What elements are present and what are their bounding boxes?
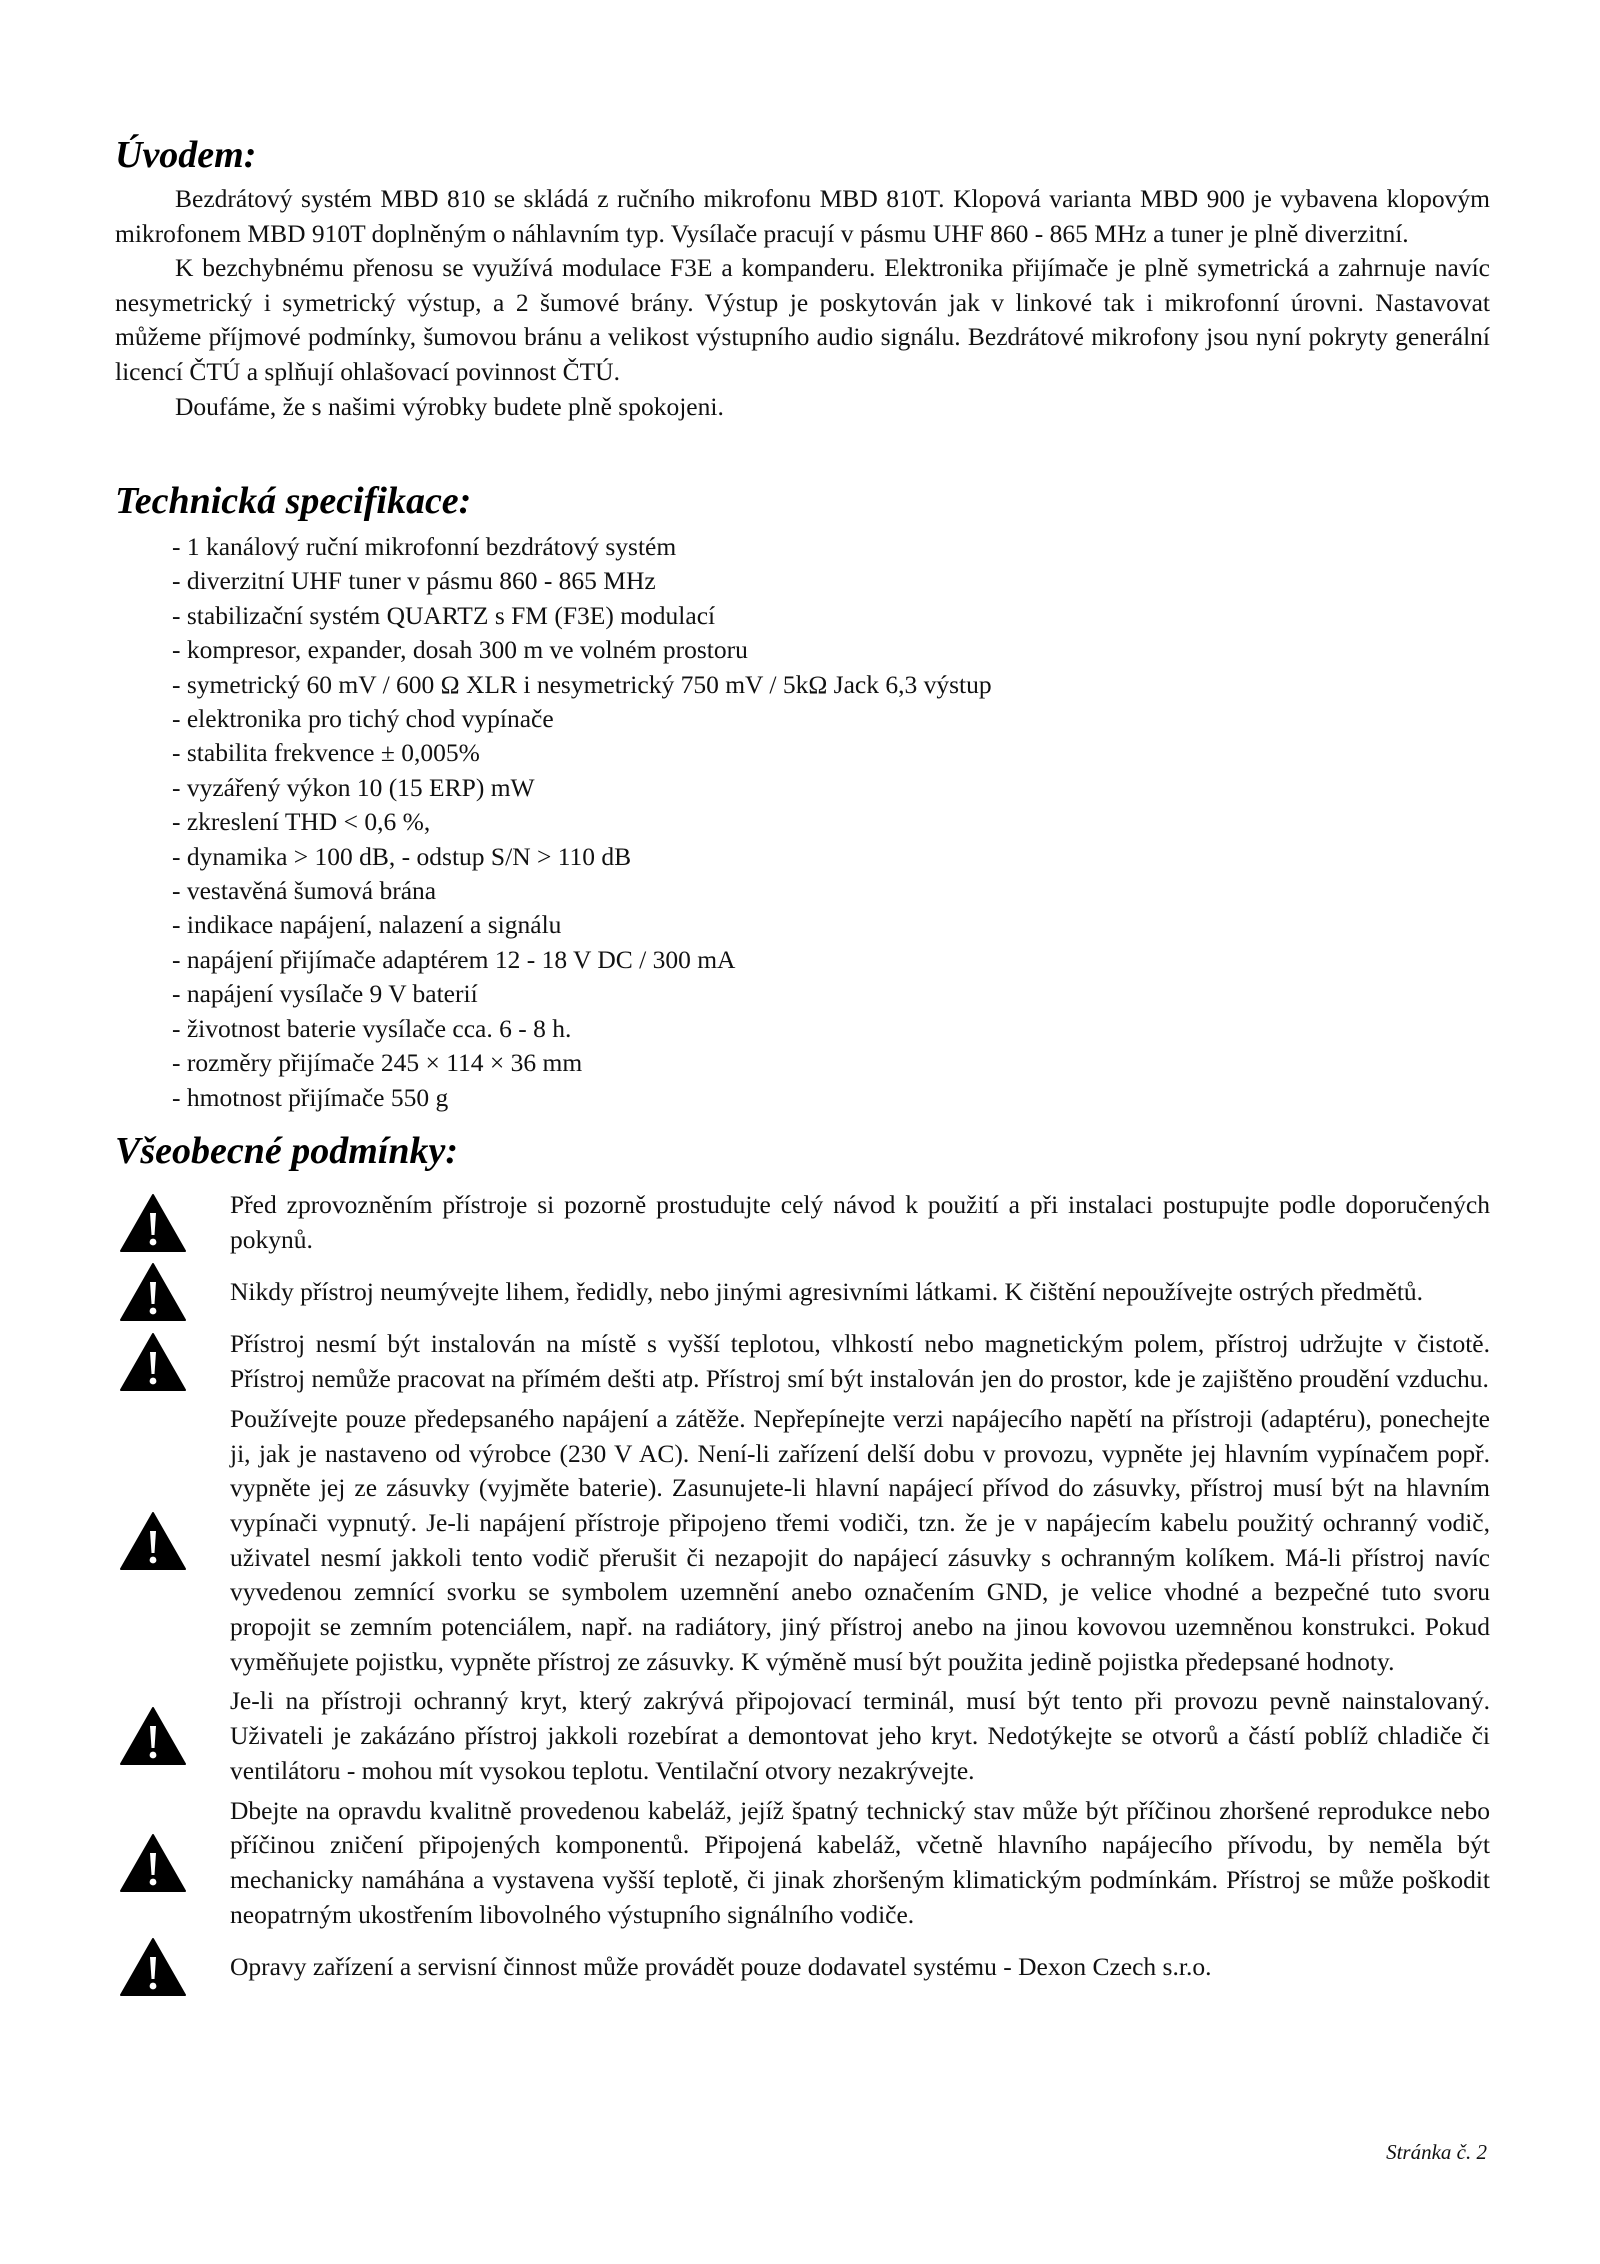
- condition-item: [115, 1402, 1490, 1680]
- spec-item: - vestavěná šumová brána: [172, 876, 437, 906]
- warning-triangle-icon: [115, 1833, 230, 1893]
- spec-item: - dynamika > 100 dB, - odstup S/N > 110 dB: [172, 841, 632, 871]
- condition-item: [115, 1794, 1490, 1933]
- condition-item: [115, 1262, 1490, 1322]
- intro-paragraph: Bezdrátový systém MBD 810 se skládá z ručního mikrofonu MBD 810T. Klopová varianta MBD 900 je vybavena klopovým mikrofonem MBD 910T doplněným o náhlavním typ. Vysílače pracují v pásmu UHF 860 - 865 MHz a tuner je plně diverzitní.: [115, 184, 1490, 248]
- condition-text: Opravy zařízení a servisní činnost může provádět pouze dodavatel systému - Dexon Czech s.r.o.: [230, 1952, 1212, 1981]
- condition-item: [115, 1937, 1490, 1997]
- condition-item: [115, 1327, 1490, 1396]
- condition-text: Dbejte na opravdu kvalitně provedenou kabeláž, jejíž špatný technický stav může být příčinou zhoršené reprodukce nebo příčinou zničení připojených komponentů. Připojená kabeláž, včetně hlavního napájecího přívodu, by neměla být mechanicky namáhána a vystavena vyšší teplotě, či jinak zhoršeným klimatickým podmínkám. Přístroj se může poškodit neopatrným ukostřením libovolného výstupního signálního vodiče.: [230, 1795, 1490, 1929]
- spec-item: - zkreslení THD < 0,6 %,: [172, 807, 431, 837]
- spec-item: - vyzářený výkon 10 (15 ERP) mW: [172, 772, 535, 802]
- conditions-list: [115, 1188, 1490, 2002]
- condition-text: Nikdy přístroj neumývejte lihem, ředidly, nebo jinými agresivními látkami. K čištění nepoužívejte ostrých předmětů.: [230, 1277, 1424, 1307]
- spec-heading: Technická specifikace:: [115, 480, 472, 522]
- conditions-heading: Všeobecné podmínky:: [115, 1130, 459, 1172]
- intro-text: [115, 182, 1490, 424]
- warning-triangle-icon: [115, 1937, 230, 1997]
- warning-triangle-icon: [115, 1262, 230, 1322]
- spec-item: - indikace napájení, nalazení a signálu: [172, 910, 562, 940]
- warning-triangle-icon: [115, 1511, 230, 1571]
- warning-triangle-icon: [115, 1193, 230, 1253]
- condition-text: Je-li na přístroji ochranný kryt, který zakrývá připojovací terminál, musí být tento při provozu pevně nainstalovaný. Uživateli je zakázáno přístroj jakkoli rozebírat a demontovat jeho kryt. Nedotýkejte se otvorů a částí poblíž chladiče či ventilátoru - mohou mít vysokou teplotu. Ventilační otvory nezakrývejte.: [230, 1686, 1490, 1785]
- spec-item: - napájení vysílače 9 V baterií: [172, 979, 478, 1009]
- spec-item: - napájení přijímače adaptérem 12 - 18 V DC / 300 mA: [172, 944, 736, 974]
- spec-list: [172, 530, 1472, 1115]
- intro-paragraph: K bezchybnému přenosu se využívá modulace F3E a kompanderu. Elektronika přijímače je plně symetrická a zahrnuje navíc nesymetrický i symetrický výstup, a 2 šumové brány. Výstup je poskytován jak v linkové tak i mikrofonní úrovni. Nastavovat můžeme příjmové podmínky, šumovou bránu a velikost výstupního audio signálu. Bezdrátové mikrofony jsou nyní pokryty generální licencí ČTÚ a splňují ohlašovací povinnost ČTÚ.: [115, 253, 1490, 386]
- condition-text: Používejte pouze předepsaného napájení a zátěže. Nepřepínejte verzi napájecího napětí na přístroji (adaptéru), ponechejte ji, jak je nastaveno od výrobce (230 V AC). Není-li zařízení delší dobu v provozu, vypněte jej hlavním vypínačem popř. vypněte jej ze zásuvky (vyjměte baterie). Zasunujete-li hlavní napájecí přívod do zásuvky, přístroj musí být na hlavním vypínači vypnutý. Je-li napájení přístroje připojeno třemi vodiči, tzn. že je v napájecím kabelu použitý ochranný vodič, uživatel nesmí jakkoli tento vodič přerušit či nezapojit do napájecí zásuvky s ochranným kolíkem. Má-li přístroj navíc vyvedenou zemnící svorku se symbolem uzemnění anebo označením GND, je velice vhodné a bezpečné tuto svoru propojit se zemním potenciálem, např. na radiátory, jiný přístroj anebo na jinou kovovou uzemněnou konstrukci. Pokud vyměňujete pojistku, vypněte přístroj ze zásuvky. K výměně musí být použita jedině pojistka předepsané hodnoty.: [230, 1403, 1490, 1676]
- intro-paragraph: Doufáme, že s našimi výrobky budete plně spokojeni.: [175, 391, 724, 421]
- spec-item: - elektronika pro tichý chod vypínače: [172, 704, 554, 734]
- spec-item: - diverzitní UHF tuner v pásmu 860 - 865 MHz: [172, 566, 656, 596]
- condition-item: [115, 1188, 1490, 1257]
- spec-item: - rozměry přijímače 245 × 114 × 36 mm: [172, 1048, 583, 1078]
- condition-text: Před zprovozněním přístroje si pozorně prostudujte celý návod k použití a při instalaci postupujte podle doporučených pokynů.: [230, 1190, 1490, 1254]
- warning-triangle-icon: [115, 1332, 230, 1392]
- page-number: Stránka č. 2: [1386, 2140, 1487, 2164]
- spec-item: - stabilizační systém QUARTZ s FM (F3E) modulací: [172, 600, 716, 630]
- spec-item: - stabilita frekvence ± 0,005%: [172, 738, 480, 768]
- intro-heading: Úvodem:: [115, 134, 257, 176]
- condition-item: [115, 1684, 1490, 1788]
- spec-item: - hmotnost přijímače 550 g: [172, 1082, 449, 1112]
- spec-item: - symetrický 60 mV / 600 Ω XLR i nesymetrický 750 mV / 5kΩ Jack 6,3 výstup: [172, 669, 992, 699]
- condition-text: Přístroj nesmí být instalován na místě s vyšší teplotou, vlhkostí nebo magnetickým polem, přístroj udržujte v čistotě. Přístroj nemůže pracovat na přímém dešti atp. Přístroj smí být instalován jen do prostor, kde je zajištěno proudění vzduchu.: [230, 1329, 1490, 1394]
- spec-item: - kompresor, expander, dosah 300 m ve volném prostoru: [172, 635, 748, 665]
- warning-triangle-icon: [115, 1706, 230, 1766]
- spec-item: - 1 kanálový ruční mikrofonní bezdrátový systém: [172, 532, 677, 561]
- spec-item: - životnost baterie vysílače cca. 6 - 8 h.: [172, 1013, 572, 1043]
